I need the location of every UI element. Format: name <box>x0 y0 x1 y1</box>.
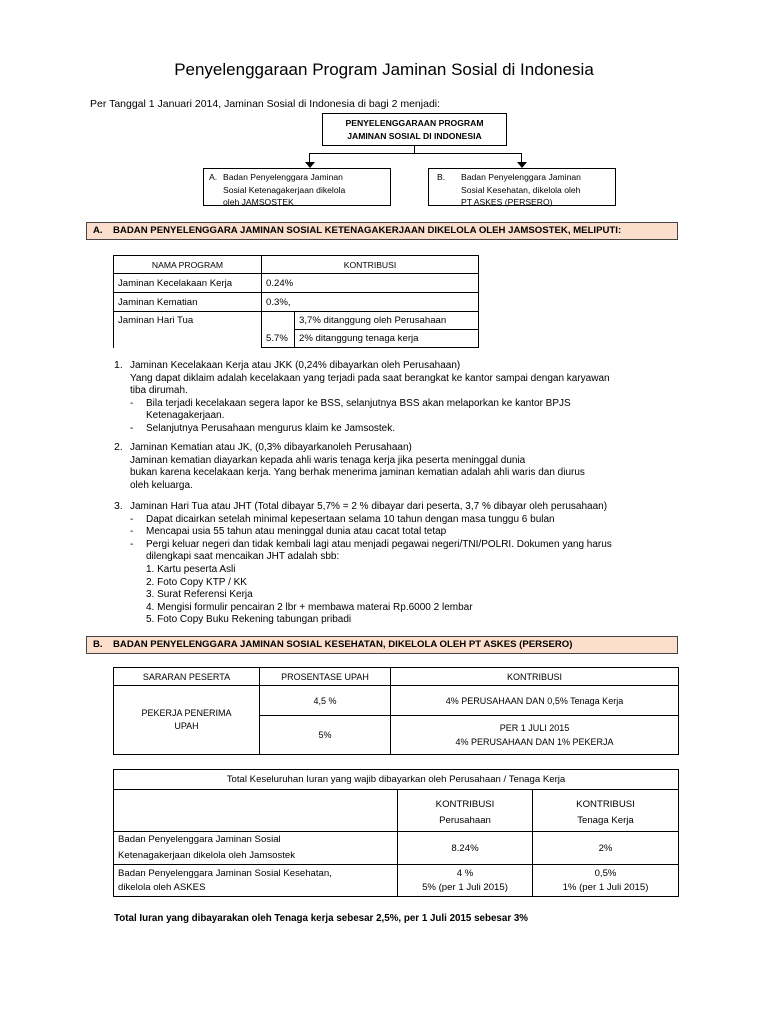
total-row2-worker <box>533 865 679 897</box>
item-3-bullet-2: Mencapai usia 55 tahun atau meninggal dunia atau cacat total tetap <box>146 526 447 538</box>
total-row1-company: 8.24% <box>398 832 533 865</box>
diagram-connector-vertical <box>414 146 415 153</box>
doc-item-3: 3. Surat Referensi Kerja <box>146 589 253 601</box>
diagram-root-line2: JAMINAN SOSIAL DI INDONESIA <box>347 130 482 141</box>
section-a-letter: A. <box>93 225 103 236</box>
diagram-root-box <box>322 113 507 146</box>
intro-text: Per Tanggal 1 Januari 2014, Jaminan Sosial di Indonesia di bagi 2 menjadi: <box>90 98 441 110</box>
health-row2-contribution-line2: 4% PERUSAHAAN DAN 1% PEKERJA <box>455 737 614 747</box>
item-1-line2: tiba dirumah. <box>130 385 188 397</box>
diagram-box-b <box>428 168 616 206</box>
health-table-header-contribution: KONTRIBUSI <box>391 668 679 686</box>
program-table-header-name: NAMA PROGRAM <box>114 256 262 274</box>
total-row2-company-line2: 5% (per 1 Juli 2015) <box>422 881 508 893</box>
item-2 <box>114 441 684 492</box>
item-1-bullet-1a: Bila terjadi kecelakaan segera lapor ke BSS, selanjutnya BSS akan melaporkan ke kantor BPJS <box>146 397 571 409</box>
total-table-heading: Total Keseluruhan Iuran yang wajib dibayarkan oleh Perusahaan / Tenaga Kerja <box>114 770 679 790</box>
diagram-box-a <box>203 168 391 206</box>
health-row2-contribution-line1: PER 1 JULI 2015 <box>499 723 570 733</box>
total-table <box>113 769 679 897</box>
program-row-jht-company: 3,7% ditanggung oleh Perusahaan <box>295 312 479 330</box>
diagram-root-line1: PENYELENGGARAAN PROGRAM <box>345 118 484 128</box>
item-3-title: Jaminan Hari Tua atau JHT (Total dibayar 5,7% = 2 % dibayar dari peserta, 3,7 % dibayar oleh perusahaan) <box>130 501 608 512</box>
total-row1-worker: 2% <box>533 832 679 865</box>
program-row-jkk-name: Jaminan Kecelakaan Kerja <box>114 274 262 293</box>
doc-item-2: 2. Foto Copy KTP / KK <box>146 576 247 588</box>
program-row-jk-value: 0.3%, <box>262 293 479 312</box>
program-row-jht-name <box>114 312 262 348</box>
total-col-company-line1: KONTRIBUSI <box>435 799 495 810</box>
program-row-jht-name-text: Jaminan Hari Tua <box>118 315 194 326</box>
health-table-participant <box>114 686 260 755</box>
section-a-heading-text: BADAN PENYELENGGARA JAMINAN SOSIAL KETENAGAKERJAAN DIKELOLA OLEH JAMSOSTEK, MELIPUTI: <box>113 225 622 236</box>
program-row-jht-value-text: 5.7% <box>266 333 288 344</box>
item-2-line2: bukan karena kecelakaan kerja. Yang berhak menerima jaminan kematian adalah ahli waris dan diurus <box>130 467 585 479</box>
item-1-line1: Yang dapat diklaim adalah kecelakaan yang terjadi pada saat berangkat ke kantor sampai dengan karyawan <box>130 372 610 384</box>
diagram-b-line3: PT ASKES (PERSERO) <box>461 197 553 207</box>
item-2-line1: Jaminan kematian diayarkan kepada ahli waris tenaga kerja jika peserta meninggal dunia <box>130 454 526 466</box>
item-3-bullet-1: Dapat dicairkan setelah minimal kepesertaan selama 10 tahun dengan masa tunggu 6 bulan <box>146 513 555 525</box>
item-1: 1. Jaminan Kecelakaan Kerja atau JKK (0,24% dibayarkan oleh Perusahaan) Yang dapat diklaim adalah kecelakaan yang terjadi pada saat berangkat ke kantor sampai dengan karyawan tiba dirumah. - Bila terjadi kecelakaan segera lapor ke BSS, selanjutnya BSS akan melaporkan ke kantor BPJS Ketenagakerjaan. - Selanjutnya Perusahaan mengurus klaim ke Jamsostek. <box>114 359 684 436</box>
item-2-line3: oleh keluarga. <box>130 479 193 491</box>
health-row2-contribution <box>391 716 679 755</box>
program-row-jkk-value: 0.24% <box>262 274 479 293</box>
item-3-bullet-3a: Pergi keluar negeri dan tidak kembali lagi atau menjadi pegawai negeri/TNI/POLRI. Dokumen yang harus <box>146 538 612 550</box>
total-row2-label-line1: Badan Penyelenggara Jaminan Sosial Kesehatan, <box>118 867 332 879</box>
diagram-connector-horizontal <box>309 153 522 154</box>
total-table-empty-cell <box>114 790 398 832</box>
section-a-heading <box>86 222 678 240</box>
total-row2-label-line2: dikelola oleh ASKES <box>118 881 206 893</box>
item-2-number: 2. <box>114 441 123 453</box>
program-row-jk-name: Jaminan Kematian <box>114 293 262 312</box>
health-table-header-percentage: PROSENTASE UPAH <box>260 668 391 686</box>
total-row2-company-line1: 4 % <box>456 867 474 879</box>
page-title: Penyelenggaraan Program Jaminan Sosial di Indonesia <box>174 60 594 79</box>
program-row-jht-value <box>262 312 295 348</box>
item-3: 3. Jaminan Hari Tua atau JHT (Total dibayar 5,7% = 2 % dibayar dari peserta, 3,7 % dibayar oleh perusahaan) - Dapat dicairkan setelah minimal kepesertaan selama 10 tahun dengan masa tunggu 6 bulan - Mencapai usia 55 tahun atau meninggal dunia atau cacat total tetap - Pergi keluar negeri dan tidak kembali lagi atau menjadi pegawai negeri/TNI/POLRI. Dokumen yang harus dilengkapi saat mencaikan JHT adalah sbb: 1. Kartu peserta Asli 2. Foto Copy KTP / KK 3. Surat Referensi Kerja 4. Mengisi formulir pencairan 2 lbr + membawa materai Rp.6000 2 lembar 5. Foto Copy Buku Rekening tabungan pribadi <box>114 500 694 627</box>
total-col-worker-line1: KONTRIBUSI <box>576 799 635 810</box>
health-participant-line2: UPAH <box>174 721 199 731</box>
diagram-b-letter: B. <box>437 172 446 182</box>
total-row1-label <box>114 832 398 865</box>
section-b-letter: B. <box>93 639 103 650</box>
total-table-col-company <box>398 790 533 832</box>
program-table <box>113 255 479 348</box>
item-1-title: Jaminan Kecelakaan Kerja atau JKK (0,24% dibayarkan oleh Perusahaan) <box>130 360 461 371</box>
footer-total-note: Total Iuran yang dibayarakan oleh Tenaga kerja sebesar 2,5%, per 1 Juli 2015 sebesar 3% <box>114 913 529 924</box>
health-row1-percentage: 4,5 % <box>260 686 391 716</box>
health-table <box>113 667 679 755</box>
total-row2-company <box>398 865 533 897</box>
total-row2-worker-line1: 0,5% <box>594 867 617 879</box>
item-1-bullet-2: Selanjutnya Perusahaan mengurus klaim ke Jamsostek. <box>146 422 396 434</box>
item-1-number: 1. <box>114 359 123 371</box>
health-participant-line1: PEKERJA PENERIMA <box>141 708 232 718</box>
section-b-heading <box>86 636 678 654</box>
item-1-bullet-1b: Ketenagakerjaan. <box>146 410 225 422</box>
program-row-jht-worker: 2% ditanggung tenaga kerja <box>295 330 479 348</box>
health-table-header-participant: SARARAN PESERTA <box>114 668 260 686</box>
diagram-a-line1: Badan Penyelenggara Jaminan <box>223 172 343 182</box>
program-table-header-contribution: KONTRIBUSI <box>262 256 479 274</box>
doc-item-5: 5. Foto Copy Buku Rekening tabungan pribadi <box>146 614 352 626</box>
total-row1-label-line1: Badan Penyelenggara Jaminan Sosial <box>118 834 281 845</box>
diagram-b-line2: Sosial Kesehatan, dikelola oleh <box>461 184 581 195</box>
total-row2-worker-line2: 1% (per 1 Juli 2015) <box>562 881 649 893</box>
total-col-worker-line2: Tenaga Kerja <box>577 815 634 826</box>
section-b-heading-text: BADAN PENYELENGGARA JAMINAN SOSIAL KESEHATAN, DIKELOLA OLEH PT ASKES (PERSERO) <box>113 639 573 650</box>
item-2-title: Jaminan Kematian atau JK, (0,3% dibayarkanoleh Perusahaan) <box>130 442 412 453</box>
total-table-col-worker <box>533 790 679 832</box>
item-3-number: 3. <box>114 500 123 512</box>
health-row1-contribution: 4% PERUSAHAAN DAN 0,5% Tenaga Kerja <box>391 686 679 716</box>
item-3-bullet-3b: dilengkapi saat mencaikan JHT adalah sbb: <box>146 551 340 563</box>
health-row2-percentage: 5% <box>260 716 391 755</box>
diagram-a-line2: Sosial Ketenagakerjaan dikelola <box>223 184 346 195</box>
total-row1-label-line2: Ketenagakerjaan dikelola oleh Jamsostek <box>118 850 296 861</box>
doc-item-4: 4. Mengisi formulir pencairan 2 lbr + membawa materai Rp.6000 2 lembar <box>146 601 473 613</box>
doc-item-1: 1. Kartu peserta Asli <box>146 563 236 575</box>
total-col-company-line2: Perusahaan <box>439 815 491 826</box>
diagram-a-line3: oleh JAMSOSTEK <box>223 197 294 207</box>
diagram-a-letter: A. <box>209 172 218 182</box>
total-row2-label <box>114 865 398 897</box>
diagram-b-line1: Badan Penyelenggara Jaminan <box>461 172 581 182</box>
